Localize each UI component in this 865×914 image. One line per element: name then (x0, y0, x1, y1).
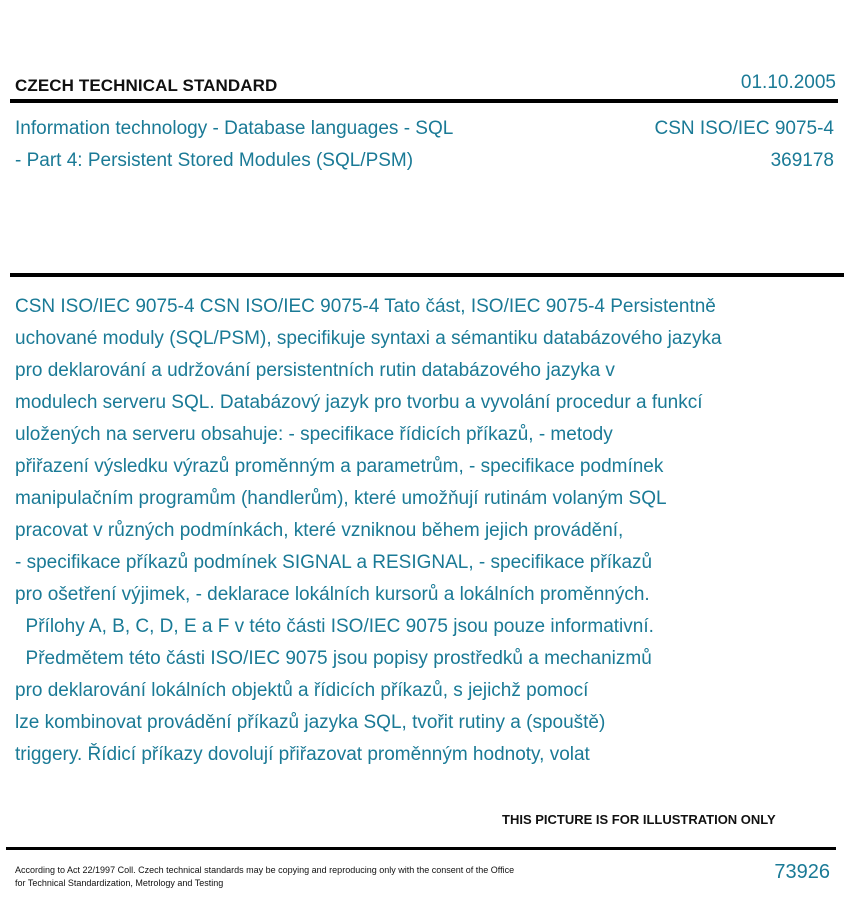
title-divider (10, 273, 844, 277)
document-title-line-1: Information technology - Database languages - SQL (15, 118, 454, 139)
abstract-line: přiřazení výsledku výrazů proměnným a parametrům, - specifikace podmínek (15, 456, 664, 477)
catalog-number: 369178 (770, 150, 834, 171)
legal-notice (15, 864, 615, 890)
abstract-line: modulech serveru SQL. Databázový jazyk pro tvorbu a vyvolání procedur a funkcí (15, 392, 703, 413)
footer-number: 73926 (774, 861, 830, 883)
abstract-line: uložených na serveru obsahuje: - specifikace řídicích příkazů, - metody (15, 424, 613, 445)
abstract-line: pro deklarování a udržování persistentních rutin databázového jazyka v (15, 360, 615, 381)
illustration-note: THIS PICTURE IS FOR ILLUSTRATION ONLY (502, 812, 776, 827)
header-divider (10, 99, 838, 103)
abstract-line: pro ošetření výjimek, - deklarace lokálních kursorů a lokálních proměnných. (15, 584, 650, 605)
standard-code: CSN ISO/IEC 9075-4 (654, 118, 834, 139)
publication-date: 01.10.2005 (740, 72, 836, 93)
abstract-line: pro deklarování lokálních objektů a řídicích příkazů, s jejichž pomocí (15, 680, 589, 701)
abstract-line: uchované moduly (SQL/PSM), specifikuje syntaxi a sémantiku databázového jazyka (15, 328, 722, 349)
abstract-line: lze kombinovat provádění příkazů jazyka SQL, tvořit rutiny a (spouště) (15, 712, 606, 733)
abstract-line: CSN ISO/IEC 9075-4 CSN ISO/IEC 9075-4 Tato část, ISO/IEC 9075-4 Persistentně (15, 296, 716, 317)
abstract-line: - specifikace příkazů podmínek SIGNAL a RESIGNAL, - specifikace příkazů (15, 552, 653, 573)
abstract-line: manipulačním programům (handlerům), které umožňují rutinám volaným SQL (15, 488, 667, 509)
abstract-line: Předmětem této části ISO/IEC 9075 jsou popisy prostředků a mechanizmů (15, 648, 652, 669)
abstract-text (15, 291, 835, 771)
abstract-line: pracovat v různých podmínkách, které vzniknou během jejich provádění, (15, 520, 624, 541)
legal-notice-line: for Technical Standardization, Metrology and Testing (15, 878, 224, 888)
document-title-line-2: - Part 4: Persistent Stored Modules (SQL/PSM) (15, 150, 414, 171)
footer-divider (6, 847, 836, 850)
abstract-line: triggery. Řídicí příkazy dovolují přiřazovat proměnným hodnoty, volat (15, 744, 590, 765)
abstract-line: Přílohy A, B, C, D, E a F v této části ISO/IEC 9075 jsou pouze informativní. (15, 616, 654, 637)
legal-notice-line: According to Act 22/1997 Coll. Czech technical standards may be copying and reproducing only with the consent of the Office (15, 865, 515, 875)
standard-type-label: CZECH TECHNICAL STANDARD (15, 76, 278, 95)
